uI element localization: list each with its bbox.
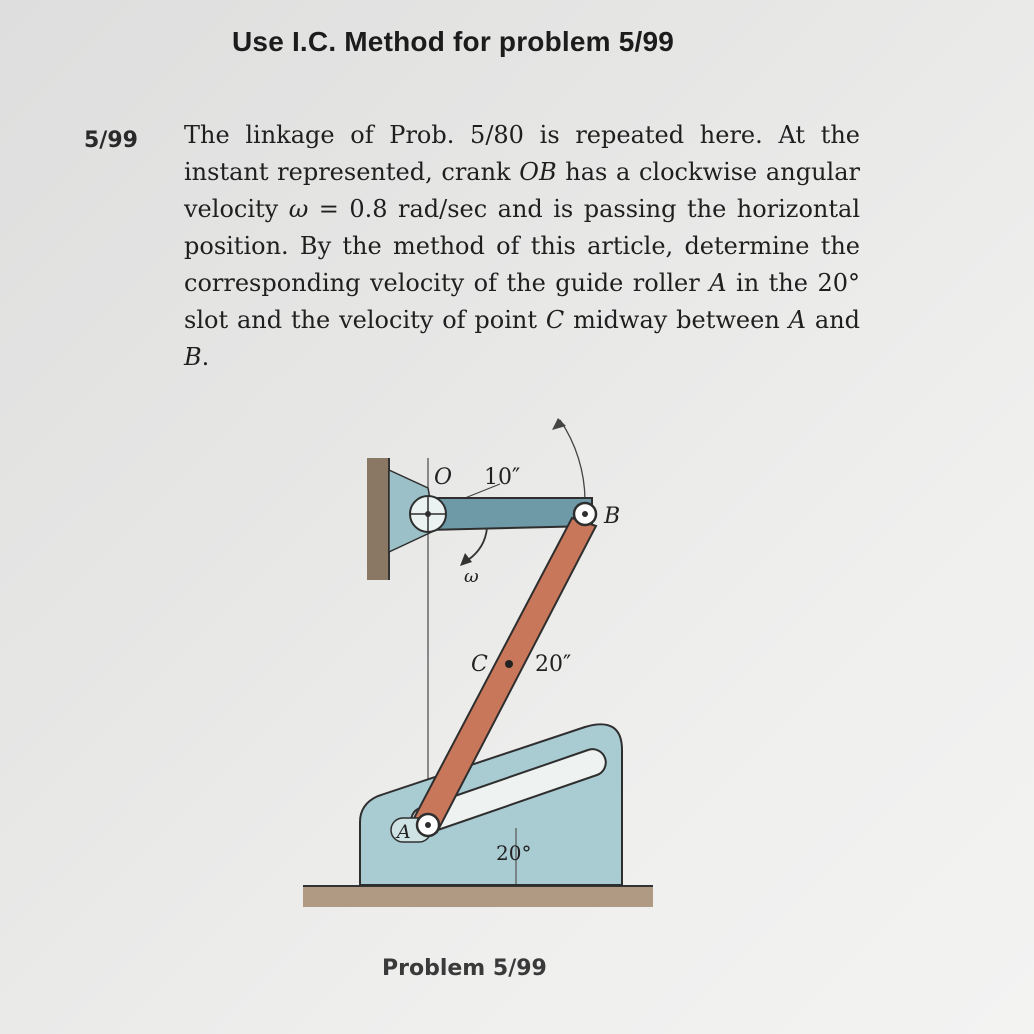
label-omega: ω <box>464 566 479 587</box>
problem-text-1: The linkage of Prob. 5/80 is repeated here. At the instant represented, crank <box>184 121 860 186</box>
symbol-B: B <box>184 343 202 371</box>
problem-text-3: = 0.8 rad/sec and is passing the horizontal position. By the method of this article, determine the corresponding velocity of the guide roller <box>184 195 860 297</box>
problem-number: 5/99 <box>84 128 138 153</box>
wall <box>367 458 389 580</box>
omega-arrow <box>468 528 487 560</box>
problem-text-7: . <box>201 343 210 371</box>
slot-angle-label: 20° <box>496 841 532 865</box>
problem-text-5: midway between <box>564 306 789 334</box>
problem-text-4: in the 20° slot and the velocity of point <box>184 269 860 334</box>
symbol-OB: OB <box>519 158 557 186</box>
dimension-OB: 10″ <box>484 465 521 490</box>
problem-statement <box>184 117 860 376</box>
symbol-A: A <box>709 269 727 297</box>
problem-text-6: and <box>806 306 861 334</box>
figure-caption: Problem 5/99 <box>382 956 547 981</box>
linkage-figure <box>290 400 660 920</box>
problem-text-2: has a clockwise angular velocity <box>184 158 860 223</box>
symbol-A-2: A <box>788 306 807 334</box>
label-C: C <box>471 652 488 677</box>
label-O: O <box>434 465 453 490</box>
instruction-heading: Use I.C. Method for problem 5/99 <box>232 26 675 57</box>
symbol-omega: ω <box>288 195 309 223</box>
symbol-C: C <box>545 306 565 334</box>
dimension-AB: 20″ <box>535 652 572 677</box>
label-A: A <box>397 821 411 843</box>
label-B: B <box>604 504 621 529</box>
point-C <box>505 660 513 668</box>
ground <box>303 885 653 907</box>
rotation-arc <box>560 420 585 500</box>
